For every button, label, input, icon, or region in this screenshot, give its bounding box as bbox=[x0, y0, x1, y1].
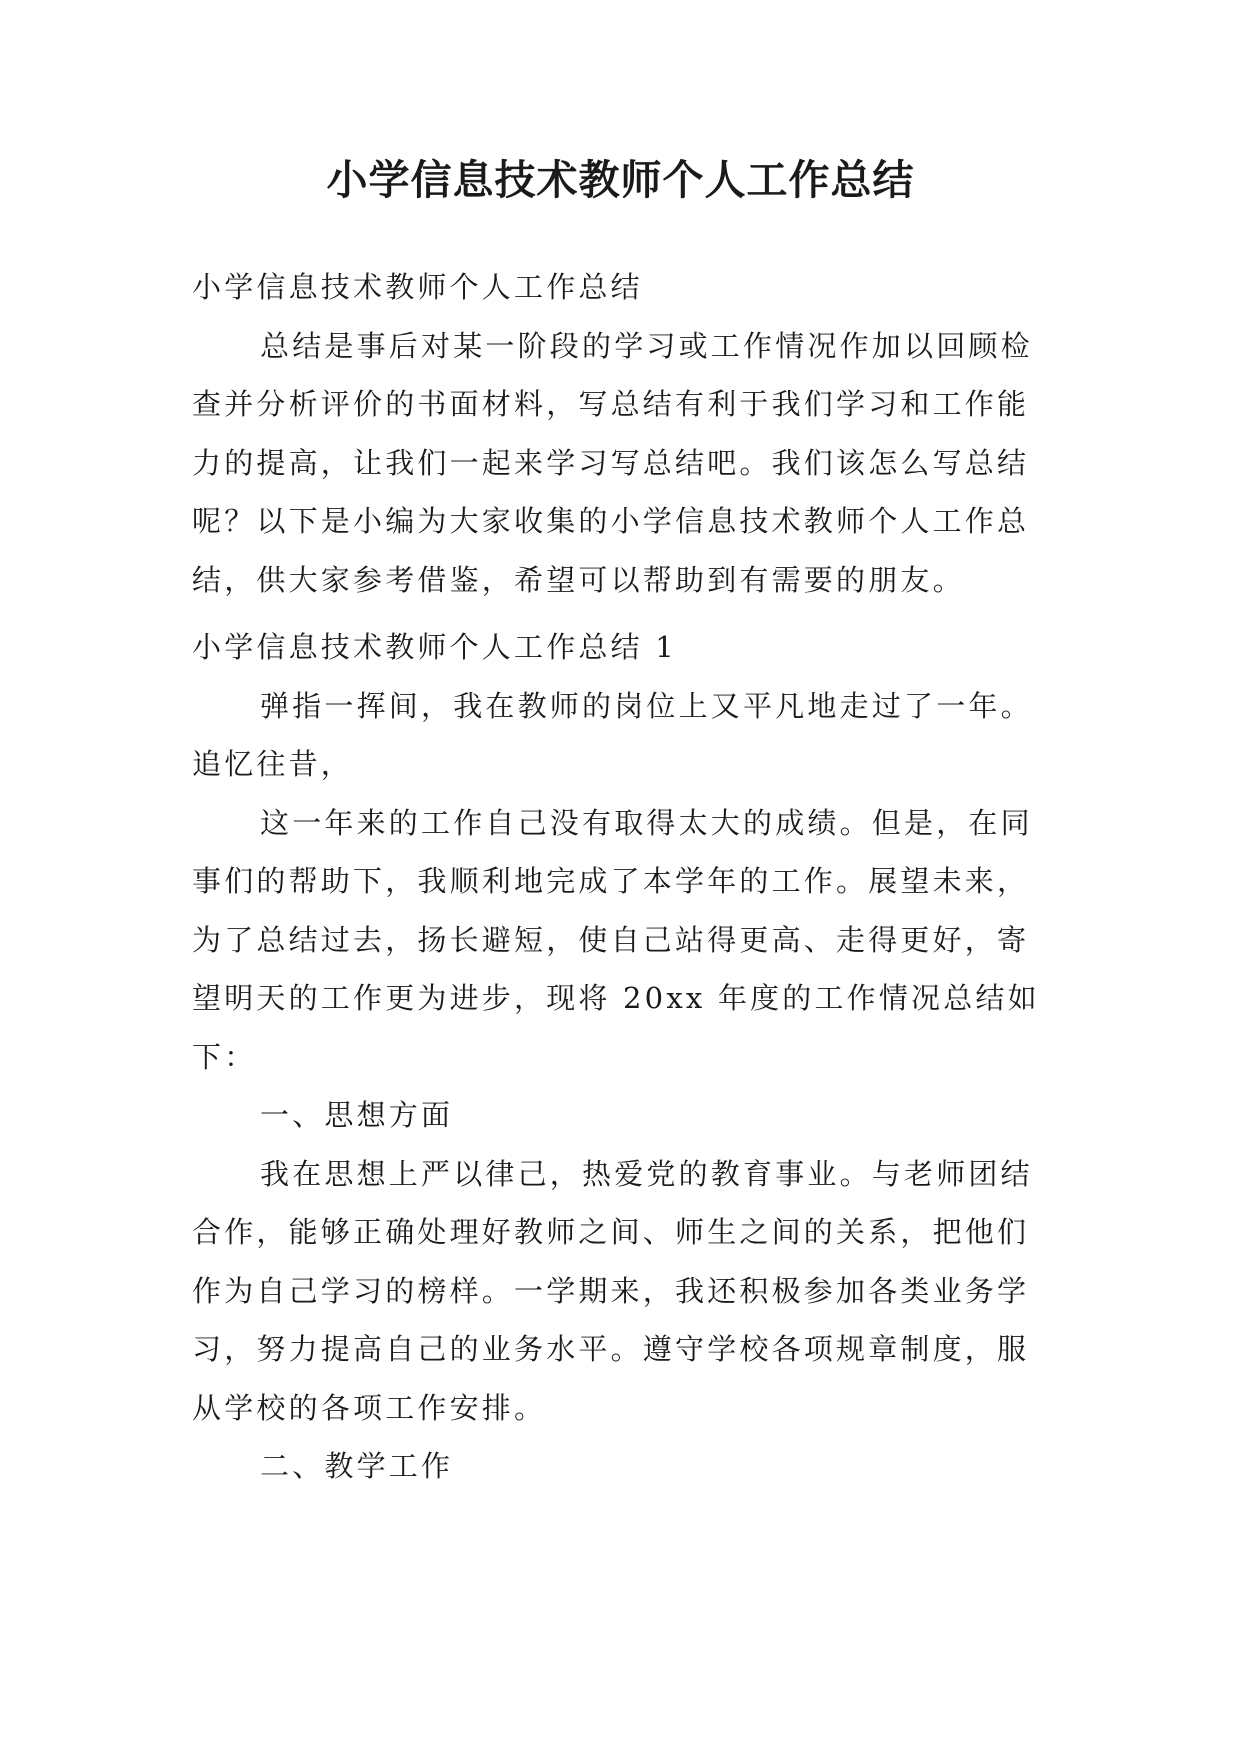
paragraph-thought: 我在思想上严以律己，热爱党的教育事业。与老师团结合作，能够正确处理好教师之间、师生之间的关系，把他们作为自己学习的榜样。一学期来，我还积极参加各类业务学习，努力提高自己的业务水平。遵守学校各项规章制度，服从学校的各项工作安排。 bbox=[192, 1156, 1033, 1425]
document-title: 小学信息技术教师个人工作总结 bbox=[326, 156, 915, 204]
intro-section bbox=[192, 258, 1052, 609]
intro-paragraph: 总结是事后对某一阶段的学习或工作情况作加以回顾检查并分析评价的书面材料，写总结有利于我们学习和工作能力的提高，让我们一起来学习写总结吧。我们该怎么写总结呢？以下是小编为大家收集的小学信息技术教师个人工作总结，供大家参考借鉴，希望可以帮助到有需要的朋友。 bbox=[192, 328, 1033, 597]
section-1 bbox=[192, 618, 1052, 1496]
subheading-thought: 一、思想方面 bbox=[260, 1098, 454, 1132]
paragraph-year-summary: 这一年来的工作自己没有取得太大的成绩。但是，在同事们的帮助下，我顺利地完成了本学年的工作。展望未来，为了总结过去，扬长避短，使自己站得更高、走得更好，寄望明天的工作更为进步，现将 20xx 年度的工作情况总结如下： bbox=[192, 805, 1040, 1074]
intro-heading: 小学信息技术教师个人工作总结 bbox=[192, 270, 643, 304]
paragraph-opening: 弹指一挥间，我在教师的岗位上又平凡地走过了一年。追忆往昔， bbox=[192, 688, 1033, 781]
section-1-heading: 小学信息技术教师个人工作总结 1 bbox=[192, 630, 677, 664]
subheading-teaching: 二、教学工作 bbox=[260, 1449, 454, 1483]
